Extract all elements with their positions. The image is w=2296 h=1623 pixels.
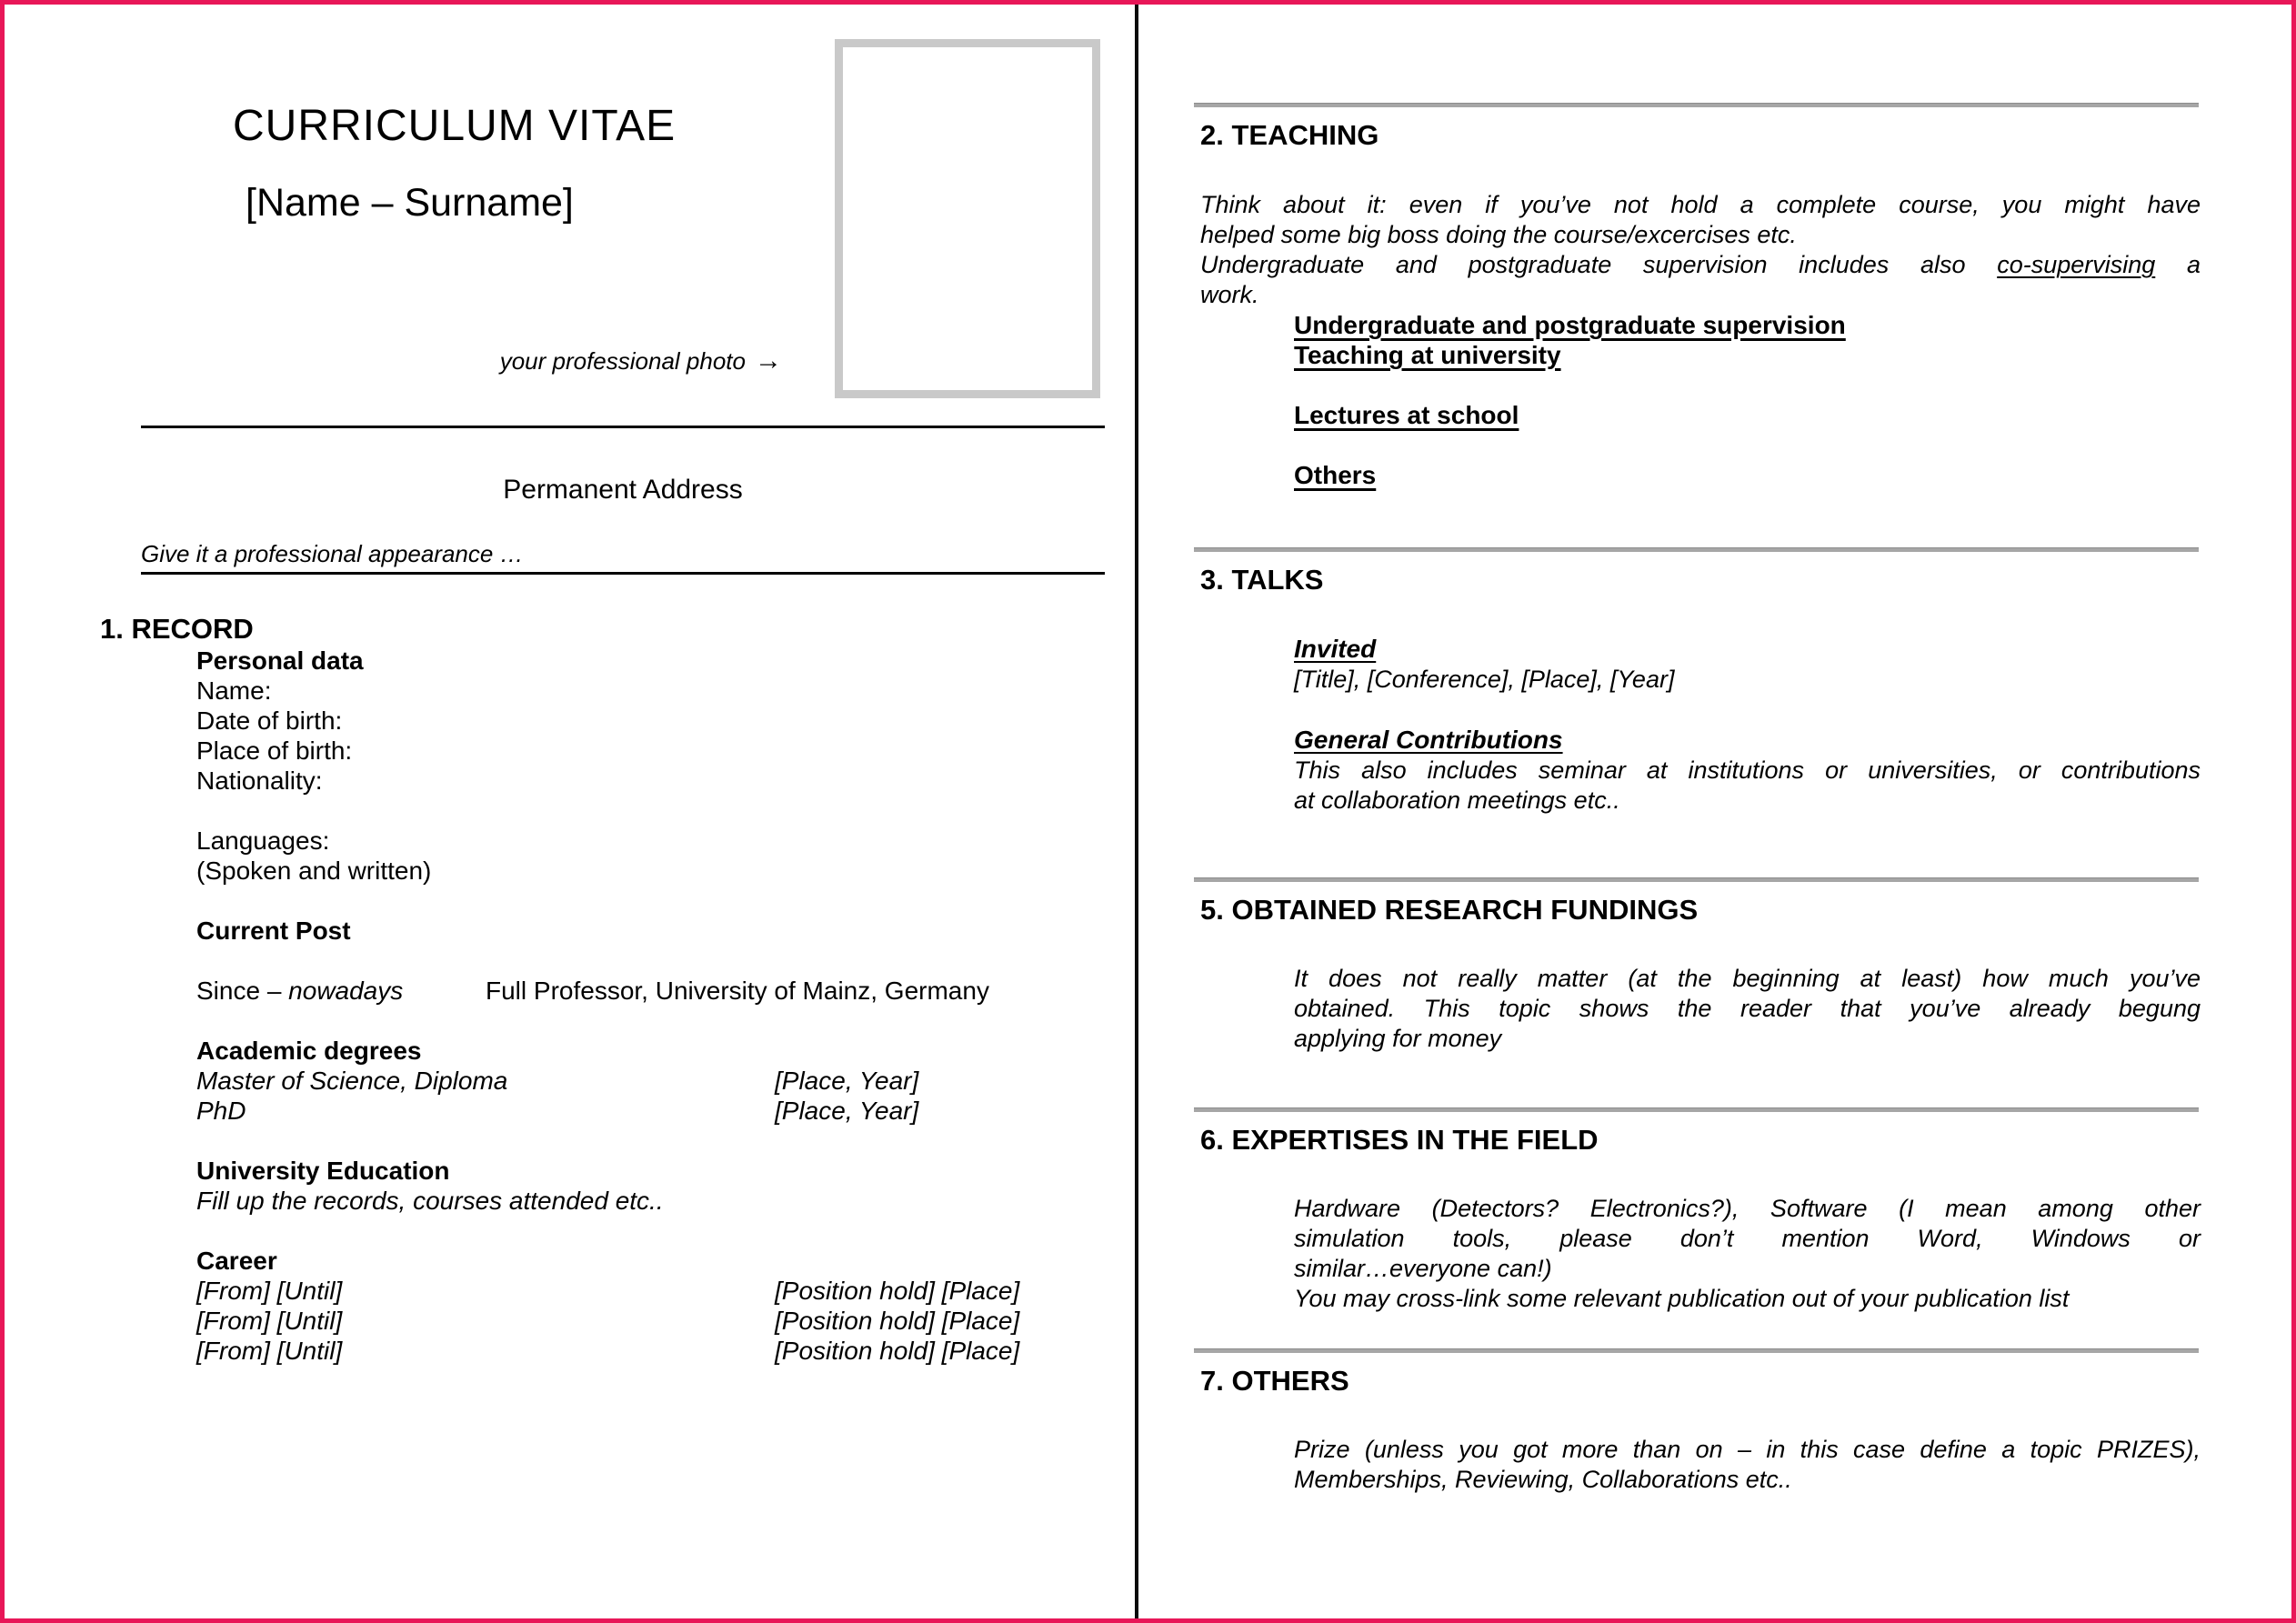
teaching-intro-line: Think about it: even if you’ve not hold a complete course, you might have: [1200, 191, 2201, 218]
appearance-note: Give it a professional appearance …: [141, 540, 524, 567]
languages-label: Languages:: [196, 827, 330, 855]
fundings-note: [1294, 964, 2201, 1054]
degree-row: [196, 1066, 1106, 1096]
personal-data-field: Place of birth:: [196, 736, 353, 765]
others-note-line: Memberships, Reviewing, Collaborations etc..: [1294, 1466, 1792, 1493]
section-rule: [1194, 1107, 2199, 1112]
record-block: [196, 646, 1106, 1366]
teaching-item-label: Lectures at school: [1294, 401, 1519, 429]
section-rule: [1194, 547, 2199, 552]
current-post-since-italic: nowadays: [288, 977, 404, 1005]
section-rule: [1194, 1348, 2199, 1353]
degree-row: [196, 1096, 1106, 1126]
teaching-intro-line: helped some big boss doing the course/excercises etc.: [1200, 221, 1797, 248]
expertises-note: [1294, 1194, 2201, 1314]
header-rule-bottom: [141, 572, 1105, 575]
teaching-item: [1294, 400, 2296, 430]
career-heading: Career: [196, 1247, 277, 1275]
expertises-note-line: simulation tools, please don’t mention Word, Windows or: [1294, 1225, 2201, 1252]
teaching-item-label: Teaching at university: [1294, 341, 1561, 369]
fundings-note-line: It does not really matter (at the beginning at least) how much you’ve: [1294, 965, 2201, 992]
section-rule: [1194, 103, 2199, 107]
current-post-since: Since –: [196, 977, 289, 1005]
talks-heading: 3. TALKS: [1200, 564, 1324, 596]
teaching-list: [1294, 310, 2296, 490]
header-rule-top: [141, 426, 1105, 428]
university-education-heading: University Education: [196, 1157, 450, 1185]
current-post-value: Full Professor, University of Mainz, Germany: [486, 977, 989, 1005]
right-arrow-icon: →: [755, 346, 782, 376]
others-heading: 7. OTHERS: [1200, 1365, 1349, 1397]
general-contributions-note-line: This also includes seminar at institutions or universities, or contributions: [1294, 756, 2201, 784]
page-left: [0, 0, 1135, 1623]
photo-placeholder-frame: [835, 39, 1100, 398]
university-education-note: Fill up the records, courses attended etc..: [196, 1187, 664, 1215]
teaching-intro-segment: a: [2155, 251, 2201, 278]
page-right: [1138, 0, 2296, 1623]
teaching-intro-line: [1200, 250, 2201, 280]
personal-data-field: Nationality:: [196, 766, 323, 795]
teaching-item: [1294, 310, 2296, 340]
personal-data-heading: Personal data: [196, 646, 364, 675]
invited-heading: Invited: [1294, 635, 1377, 663]
teaching-item: [1294, 460, 2296, 490]
current-post-row: [196, 976, 1106, 1006]
career-position: [Position hold] [Place]: [775, 1307, 1020, 1335]
fundings-heading: 5. OBTAINED RESEARCH FUNDINGS: [1200, 894, 1699, 926]
expertises-crosslink-line: You may cross-link some relevant publication out of your publication list: [1294, 1285, 2070, 1312]
teaching-item-label: Others: [1294, 461, 1377, 489]
record-heading: 1. RECORD: [100, 613, 254, 645]
general-contributions-note-line: at collaboration meetings etc..: [1294, 786, 1620, 814]
talks-block: [1294, 634, 2201, 816]
permanent-address: Permanent Address: [503, 475, 743, 505]
general-contributions-heading: General Contributions: [1294, 726, 1563, 754]
teaching-intro-line: work.: [1200, 281, 1259, 308]
teaching-heading: 2. TEACHING: [1200, 119, 1379, 151]
page-divider: [1135, 0, 1138, 1623]
career-position: [Position hold] [Place]: [775, 1277, 1020, 1305]
career-row: [196, 1306, 1106, 1336]
academic-degrees-heading: Academic degrees: [196, 1037, 422, 1065]
current-post-heading: Current Post: [196, 917, 351, 945]
personal-data-field: Date of birth:: [196, 706, 343, 735]
degree-name: Master of Science, Diploma: [196, 1067, 508, 1095]
cv-title: CURRICULUM VITAE: [233, 102, 677, 150]
personal-data-field: Name:: [196, 676, 272, 705]
teaching-item-label: Undergraduate and postgraduate supervision: [1294, 311, 1846, 339]
career-row: [196, 1276, 1106, 1306]
photo-caption: [364, 346, 782, 376]
teaching-item: [1294, 340, 2296, 370]
teaching-intro: [1200, 190, 2201, 310]
career-period: [From] [Until]: [196, 1337, 343, 1365]
fundings-note-line: applying for money: [1294, 1025, 1502, 1052]
invited-entry: [Title], [Conference], [Place], [Year]: [1294, 666, 1675, 693]
career-period: [From] [Until]: [196, 1307, 343, 1335]
fundings-note-line: obtained. This topic shows the reader that you’ve already begung: [1294, 995, 2201, 1022]
career-period: [From] [Until]: [196, 1277, 343, 1305]
expertises-heading: 6. EXPERTISES IN THE FIELD: [1200, 1124, 1599, 1156]
photo-caption-text: your professional photo: [499, 347, 746, 375]
career-row: [196, 1336, 1106, 1366]
degree-name: PhD: [196, 1097, 246, 1125]
expertises-note-line: Hardware (Detectors? Electronics?), Software (I mean among other: [1294, 1195, 2201, 1222]
name-placeholder: [Name – Surname]: [246, 181, 574, 225]
others-note: [1294, 1435, 2201, 1495]
languages-note: (Spoken and written): [196, 857, 432, 885]
others-note-line: Prize (unless you got more than on – in this case define a topic PRIZES),: [1294, 1436, 2201, 1463]
co-supervising-underlined: co-supervising: [1997, 251, 2156, 278]
career-position: [Position hold] [Place]: [775, 1337, 1020, 1365]
degree-place: [Place, Year]: [775, 1097, 919, 1125]
degree-place: [Place, Year]: [775, 1067, 919, 1095]
expertises-note-line: similar…everyone can!): [1294, 1255, 1552, 1282]
teaching-intro-segment: Undergraduate and postgraduate supervision includes also: [1200, 251, 1998, 278]
section-rule: [1194, 877, 2199, 882]
